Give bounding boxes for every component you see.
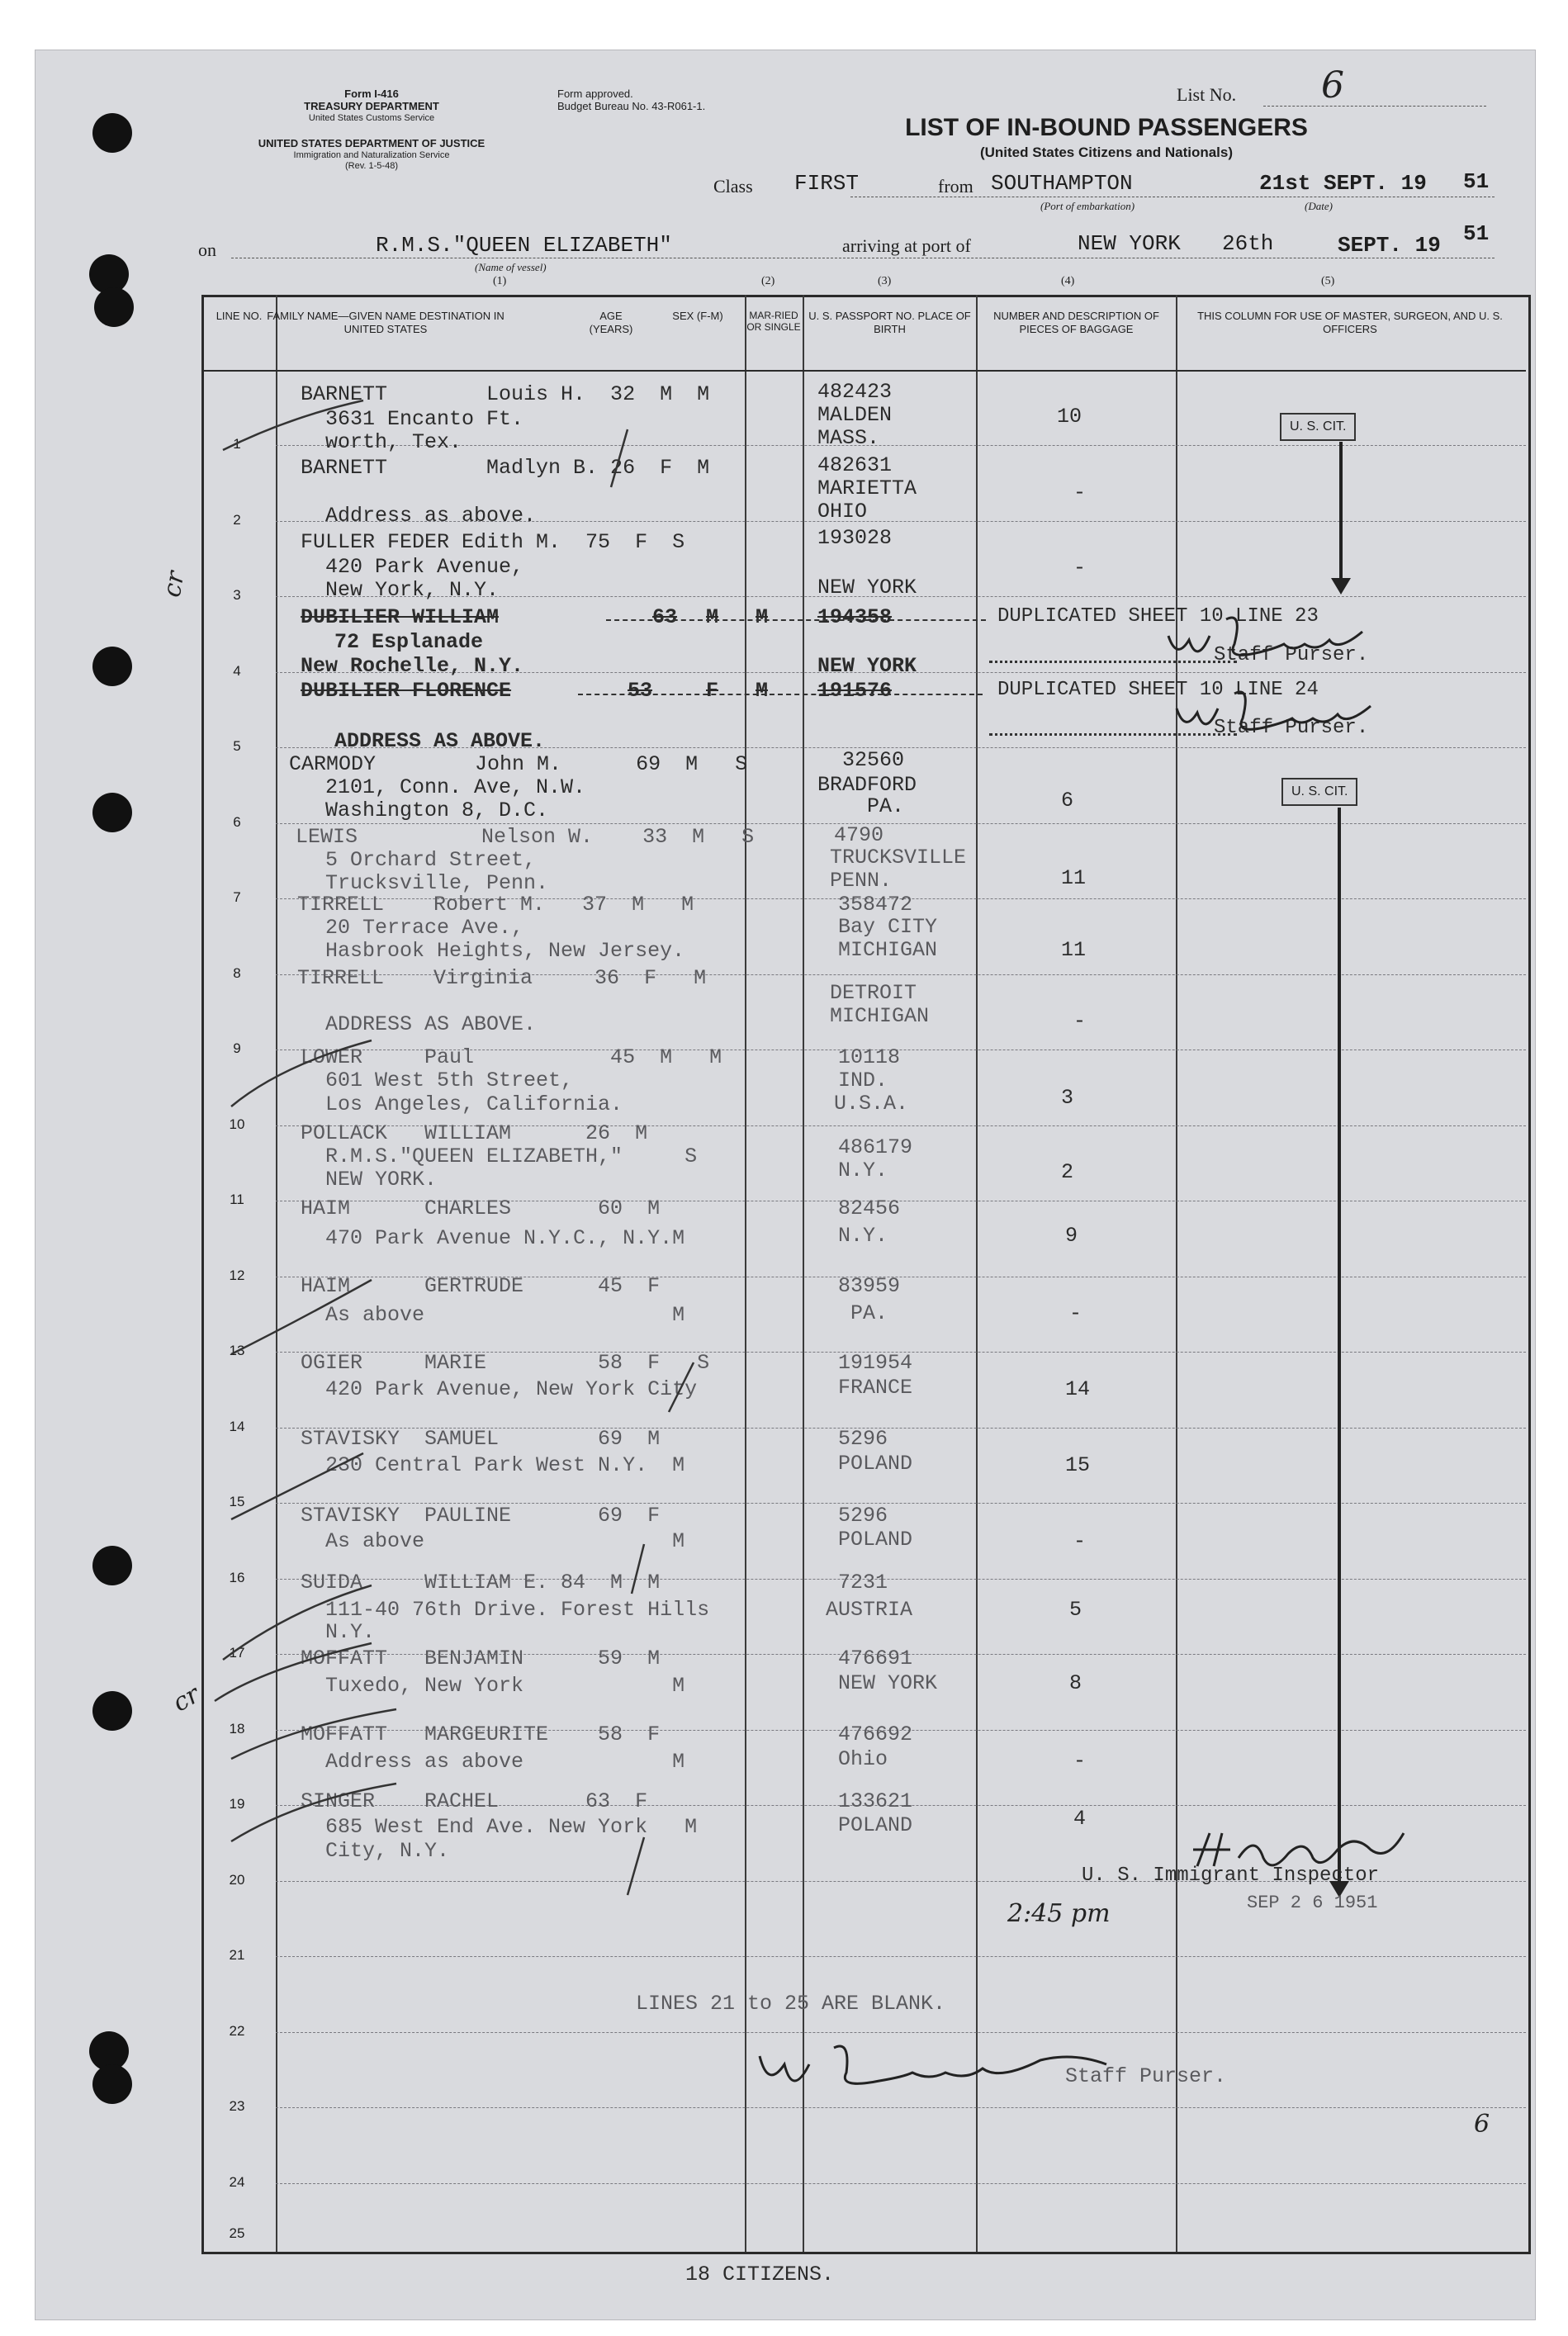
row-2-birth: MARIETTA bbox=[817, 476, 917, 500]
row-12-address: 470 Park Avenue N.Y.C., N.Y.M bbox=[301, 1226, 685, 1250]
row-16-passport: 5296 bbox=[838, 1504, 888, 1528]
row-4-sex: M bbox=[706, 605, 719, 629]
row-18-baggage: 8 bbox=[1069, 1671, 1082, 1695]
row-4-birth2: NEW YORK bbox=[817, 654, 917, 678]
line-number: 22 bbox=[229, 2023, 245, 2039]
row-6-birth: BRADFORD bbox=[817, 773, 917, 797]
binder-hole bbox=[92, 647, 132, 686]
row-9-birth: DETROIT bbox=[830, 981, 917, 1005]
row-4-passport: 194358 bbox=[817, 605, 893, 629]
row-12-baggage: 9 bbox=[1065, 1224, 1078, 1248]
row-13-address: As above M bbox=[301, 1303, 685, 1327]
header-baggage: NUMBER AND DESCRIPTION OF PIECES OF BAGGAGE bbox=[993, 310, 1159, 335]
margin-note: cr bbox=[168, 1680, 205, 1718]
line-number: 10 bbox=[229, 1116, 245, 1132]
binder-hole bbox=[94, 287, 134, 327]
row-11-address2: NEW YORK. bbox=[301, 1168, 438, 1192]
row-5-age: 53 bbox=[628, 679, 653, 703]
row-16-birth: POLAND bbox=[838, 1528, 913, 1552]
row-13-baggage: - bbox=[1069, 1301, 1082, 1325]
row-rule bbox=[276, 1956, 1526, 1957]
row-17-address: 111-40 76th Drive. Forest Hills bbox=[301, 1598, 710, 1622]
line-number: 3 bbox=[233, 587, 241, 603]
row-14-baggage: 14 bbox=[1065, 1377, 1091, 1401]
arrow-down-icon bbox=[1331, 578, 1351, 595]
bracket-line bbox=[1339, 442, 1343, 586]
row-10-address: 601 West 5th Street, bbox=[301, 1068, 574, 1092]
line-number: 7 bbox=[233, 889, 241, 905]
row-2-address: Address as above. bbox=[301, 504, 537, 528]
line-number: 19 bbox=[229, 1796, 245, 1812]
vessel-caption: (Name of vessel) bbox=[475, 261, 547, 273]
blank-lines-note: LINES 21 to 25 ARE BLANK. bbox=[636, 1992, 946, 2016]
class-value: FIRST bbox=[794, 171, 860, 196]
row-10-birth: IND. bbox=[838, 1068, 888, 1092]
row-1-baggage: 10 bbox=[1057, 405, 1082, 429]
row-20-passport: 133621 bbox=[838, 1789, 913, 1813]
from-label: from bbox=[938, 176, 973, 197]
row-3-baggage: - bbox=[1073, 556, 1087, 580]
row-3-passport: 193028 bbox=[817, 526, 893, 550]
row-8-name: TIRRELL Robert M. 37 M M bbox=[297, 893, 694, 917]
arriving-label: arriving at port of bbox=[842, 235, 971, 256]
row-rule bbox=[276, 2107, 1526, 2108]
row-19-address: Address as above M bbox=[301, 1750, 685, 1774]
binder-hole bbox=[92, 1546, 132, 1585]
column-divider bbox=[1176, 295, 1177, 2252]
header-sex: SEX (F-M) bbox=[672, 310, 723, 322]
row-6-birth2: PA. bbox=[867, 794, 905, 818]
column-number: (1) bbox=[493, 275, 507, 287]
row-8-birth: Bay CITY bbox=[838, 915, 938, 939]
form-revision: (Rev. 1-5-48) bbox=[345, 160, 398, 171]
row-3-address: 420 Park Avenue, bbox=[301, 555, 524, 579]
row-10-baggage: 3 bbox=[1061, 1086, 1074, 1110]
dept-treasury-sub: United States Customs Service bbox=[308, 112, 435, 123]
list-no-line bbox=[1263, 106, 1486, 107]
line-number: 18 bbox=[229, 1721, 245, 1737]
inspector-caption: U. S. Immigrant Inspector bbox=[1082, 1865, 1380, 1887]
row-5-duplicated-note: DUPLICATED SHEET 10 LINE 24 bbox=[997, 679, 1319, 701]
row-4-name: DUBILIER WILLIAM bbox=[301, 605, 500, 629]
budget-bureau: Budget Bureau No. 43-R061-1. bbox=[557, 99, 706, 112]
row-17-address2: N.Y. bbox=[301, 1620, 376, 1644]
line-number: 12 bbox=[229, 1268, 245, 1283]
line-number: 6 bbox=[233, 814, 241, 830]
check-marks bbox=[149, 363, 760, 1907]
row-6-name: CARMODY John M. 69 M S bbox=[289, 752, 748, 776]
row-12-name: HAIM CHARLES 60 M bbox=[301, 1196, 661, 1220]
page-subtitle: (United States Citizens and Nationals) bbox=[979, 145, 1234, 160]
row-5-sex: F bbox=[706, 679, 719, 703]
inspector-date-stamp: SEP 2 6 1951 bbox=[1247, 1893, 1378, 1913]
date-caption: (Date) bbox=[1305, 200, 1333, 212]
row-4-address: 72 Esplanade bbox=[334, 630, 484, 654]
binder-hole bbox=[92, 793, 132, 832]
row-7-birth2: PENN. bbox=[830, 869, 893, 893]
row-10-birth2: U.S.A. bbox=[834, 1092, 909, 1116]
row-3-name: FULLER FEDER Edith M. 75 F S bbox=[301, 530, 685, 554]
row-19-name: MOFFATT MARGEURITE 58 F bbox=[301, 1722, 661, 1746]
line-number: 2 bbox=[233, 512, 241, 528]
row-3-address2: New York, N.Y. bbox=[301, 578, 500, 602]
row-19-birth: Ohio bbox=[838, 1747, 888, 1771]
departure-year: 51 bbox=[1463, 169, 1490, 194]
arrival-date: SEPT. 19 bbox=[1338, 233, 1441, 258]
row-rule bbox=[276, 2032, 1526, 2033]
row-3-birth2: NEW YORK bbox=[817, 576, 917, 599]
header-name: FAMILY NAME—GIVEN NAME DESTINATION IN UNITED STATES bbox=[267, 310, 505, 335]
row-5-address: ADDRESS AS ABOVE. bbox=[334, 729, 546, 753]
column-divider bbox=[803, 295, 804, 2252]
row-14-name: OGIER MARIE 58 F S bbox=[301, 1351, 710, 1375]
binder-hole bbox=[92, 1691, 132, 1731]
row-14-passport: 191954 bbox=[838, 1351, 913, 1375]
row-18-birth: NEW YORK bbox=[838, 1671, 938, 1695]
line-number: 11 bbox=[230, 1192, 244, 1207]
row-18-name: MOFFATT BENJAMIN 59 M bbox=[301, 1647, 661, 1670]
row-15-address: 230 Central Park West N.Y. M bbox=[301, 1453, 685, 1477]
port-of-embarkation: SOUTHAMPTON bbox=[991, 171, 1133, 196]
line-number: 15 bbox=[229, 1494, 245, 1509]
row-8-passport: 358472 bbox=[838, 893, 913, 917]
row-4-married: M bbox=[756, 605, 769, 629]
row-20-address: 685 West End Ave. New York M bbox=[301, 1815, 698, 1839]
line-number: 1 bbox=[233, 436, 241, 452]
bracket-line bbox=[1338, 808, 1341, 1889]
row-17-name: SUIDA WILLIAM E. 84 M M bbox=[301, 1571, 661, 1594]
form-approval bbox=[557, 88, 747, 113]
row-17-birth: AUSTRIA bbox=[826, 1598, 913, 1622]
row-15-birth: POLAND bbox=[838, 1452, 913, 1476]
row-12-passport: 82456 bbox=[838, 1196, 901, 1220]
row-5-name: DUBILIER FLORENCE bbox=[301, 679, 512, 703]
row-8-baggage: 11 bbox=[1061, 938, 1087, 962]
row-10-name: LOWER Paul 45 M M bbox=[301, 1045, 722, 1069]
header-line-no: LINE NO. bbox=[216, 310, 263, 322]
line-number: 14 bbox=[229, 1419, 245, 1434]
row-6-passport: 32560 bbox=[842, 748, 905, 772]
row-7-birth: TRUCKSVILLE bbox=[830, 846, 967, 869]
row-7-passport: 4790 bbox=[834, 823, 884, 847]
row-4-address2: New Rochelle, N.Y. bbox=[301, 654, 524, 678]
footer-signature bbox=[743, 2040, 1172, 2097]
row-11-baggage: 2 bbox=[1061, 1160, 1074, 1184]
row-4-age: 63 bbox=[652, 605, 678, 629]
line-number: 13 bbox=[229, 1343, 245, 1358]
port-caption: (Port of embarkation) bbox=[1040, 200, 1135, 212]
row-5-married: M bbox=[756, 679, 769, 703]
row-6-baggage: 6 bbox=[1061, 789, 1074, 813]
row-9-name: TIRRELL Virginia 36 F M bbox=[297, 966, 707, 990]
purser-signature bbox=[1152, 603, 1499, 743]
row-11-address: R.M.S."QUEEN ELIZABETH," S bbox=[301, 1144, 698, 1168]
row-7-baggage: 11 bbox=[1061, 866, 1087, 890]
row-1-address: 3631 Encanto Ft. bbox=[301, 407, 524, 431]
line-number: 24 bbox=[229, 2174, 245, 2190]
column-number: (4) bbox=[1061, 275, 1075, 287]
row-1-address2: worth, Tex. bbox=[301, 430, 462, 454]
us-citizen-stamp: U. S. CIT. bbox=[1280, 413, 1356, 441]
row-14-birth: FRANCE bbox=[838, 1376, 913, 1400]
line-number: 16 bbox=[229, 1570, 245, 1585]
row-9-address: ADDRESS AS ABOVE. bbox=[301, 1012, 537, 1036]
arrival-time-note: 2:45 pm bbox=[1007, 1899, 1111, 1928]
row-16-address: As above M bbox=[301, 1529, 685, 1553]
row-10-passport: 10118 bbox=[838, 1045, 901, 1069]
row-11-birth: N.Y. bbox=[838, 1159, 888, 1182]
dept-justice: UNITED STATES DEPARTMENT OF JUSTICE bbox=[258, 137, 486, 149]
form-header-left bbox=[248, 88, 495, 124]
row-13-name: HAIM GERTRUDE 45 F bbox=[301, 1274, 661, 1298]
line-number: 4 bbox=[233, 663, 241, 679]
row-1-passport: 482423 bbox=[817, 380, 893, 404]
row-7-name: LEWIS Nelson W. 33 M S bbox=[296, 825, 755, 849]
row-18-address: Tuxedo, New York M bbox=[301, 1674, 685, 1698]
row-15-passport: 5296 bbox=[838, 1427, 888, 1451]
row-11-name: POLLACK WILLIAM 26 M bbox=[301, 1121, 648, 1145]
departure-date: 21st SEPT. 19 bbox=[1259, 171, 1427, 196]
line-number: 20 bbox=[229, 1872, 245, 1888]
line-number: 17 bbox=[229, 1645, 245, 1661]
row-7-address: 5 Orchard Street, bbox=[301, 848, 537, 872]
on-label: on bbox=[198, 239, 216, 260]
arrival-year: 51 bbox=[1463, 221, 1490, 246]
row-1-name: BARNETT Louis H. 32 M M bbox=[301, 382, 710, 406]
column-divider bbox=[976, 295, 978, 2252]
row-16-name: STAVISKY PAULINE 69 F bbox=[301, 1504, 661, 1528]
row-8-birth2: MICHIGAN bbox=[838, 938, 938, 962]
row-11-passport: 486179 bbox=[838, 1135, 913, 1159]
us-citizen-stamp: U. S. CIT. bbox=[1281, 778, 1357, 806]
form-header-justice bbox=[190, 138, 553, 171]
binder-hole bbox=[92, 113, 132, 153]
vessel-name: R.M.S."QUEEN ELIZABETH" bbox=[376, 233, 672, 258]
row-18-passport: 476691 bbox=[838, 1647, 913, 1670]
row-14-address: 420 Park Avenue, New York City bbox=[301, 1377, 698, 1401]
row-1-birth2: MASS. bbox=[817, 426, 880, 450]
row-8-address: 20 Terrace Ave., bbox=[301, 916, 524, 940]
row-19-passport: 476692 bbox=[838, 1722, 913, 1746]
staff-purser-caption: Staff Purser. bbox=[1214, 717, 1369, 739]
row-6-address: 2101, Conn. Ave, N.W. bbox=[301, 775, 586, 799]
column-number: (5) bbox=[1321, 275, 1335, 287]
row-19-baggage: - bbox=[1073, 1749, 1087, 1773]
header-officers: THIS COLUMN FOR USE OF MASTER, SURGEON, AND U. S. OFFICERS bbox=[1197, 310, 1503, 335]
row-10-address2: Los Angeles, California. bbox=[301, 1092, 623, 1116]
row-9-baggage: - bbox=[1073, 1009, 1087, 1033]
row-6-address2: Washington 8, D.C. bbox=[301, 798, 549, 822]
list-no-value: 6 bbox=[1321, 64, 1344, 107]
row-7-address2: Trucksville, Penn. bbox=[301, 871, 549, 895]
row-20-name: SINGER RACHEL 63 F bbox=[301, 1789, 648, 1813]
column-number: (2) bbox=[761, 275, 775, 287]
row-20-address2: City, N.Y. bbox=[301, 1839, 450, 1863]
row-17-baggage: 5 bbox=[1069, 1598, 1082, 1622]
header-married: MAR-RIED OR SINGLE bbox=[746, 310, 801, 334]
row-8-address2: Hasbrook Heights, New Jersey. bbox=[301, 939, 685, 963]
arrival-day: 26th bbox=[1222, 231, 1274, 256]
row-1-birth: MALDEN bbox=[817, 403, 893, 427]
page-title: LIST OF IN-BOUND PASSENGERS bbox=[905, 114, 1308, 141]
margin-note: cr bbox=[157, 569, 191, 599]
inspector-signature bbox=[1189, 1825, 1420, 1883]
arrival-port: NEW YORK bbox=[1078, 231, 1181, 256]
row-2-birth2: OHIO bbox=[817, 500, 868, 524]
class-label: Class bbox=[713, 176, 753, 197]
line-number: 5 bbox=[233, 738, 241, 754]
dept-treasury: TREASURY DEPARTMENT bbox=[304, 99, 439, 112]
row-5-passport: 191576 bbox=[817, 679, 893, 703]
form-approved: Form approved. bbox=[557, 88, 633, 100]
row-13-passport: 83959 bbox=[838, 1274, 901, 1298]
row-15-name: STAVISKY SAMUEL 69 M bbox=[301, 1427, 661, 1451]
header-passport: U. S. PASSPORT NO. PLACE OF BIRTH bbox=[808, 310, 971, 335]
row-17-passport: 7231 bbox=[838, 1571, 888, 1594]
row-20-baggage: 4 bbox=[1073, 1807, 1087, 1831]
line-number: 23 bbox=[229, 2098, 245, 2114]
list-no-label: List No. bbox=[1177, 84, 1237, 105]
row-2-name: BARNETT Madlyn B. 26 F M bbox=[301, 456, 710, 480]
line-number: 21 bbox=[229, 1947, 245, 1963]
line-number: 8 bbox=[233, 965, 241, 981]
dept-justice-sub: Immigration and Naturalization Service bbox=[293, 149, 450, 160]
row-2-passport: 482631 bbox=[817, 453, 893, 477]
row-rule bbox=[276, 2183, 1526, 2184]
row-13-birth: PA. bbox=[850, 1301, 888, 1325]
footer-purser: Staff Purser. bbox=[1065, 2064, 1227, 2088]
citizens-total: 18 CITIZENS. bbox=[685, 2263, 835, 2286]
row-4-duplicated-note: DUPLICATED SHEET 10 LINE 23 bbox=[997, 605, 1319, 628]
row-9-birth2: MICHIGAN bbox=[830, 1004, 930, 1028]
header-age: AGE (YEARS) bbox=[589, 310, 633, 335]
row-20-birth: POLAND bbox=[838, 1813, 913, 1837]
staff-purser-caption: Staff Purser. bbox=[1214, 644, 1369, 666]
line-number: 25 bbox=[229, 2225, 245, 2241]
form-number: Form I-416 bbox=[344, 88, 399, 100]
binder-hole bbox=[92, 2064, 132, 2104]
row-16-baggage: - bbox=[1073, 1529, 1087, 1553]
row-15-baggage: 15 bbox=[1065, 1453, 1091, 1477]
row-2-baggage: - bbox=[1073, 481, 1087, 505]
column-number: (3) bbox=[878, 275, 892, 287]
line-number: 9 bbox=[233, 1040, 241, 1056]
row-12-birth: N.Y. bbox=[838, 1224, 888, 1248]
page-mark: 6 bbox=[1474, 2110, 1490, 2139]
